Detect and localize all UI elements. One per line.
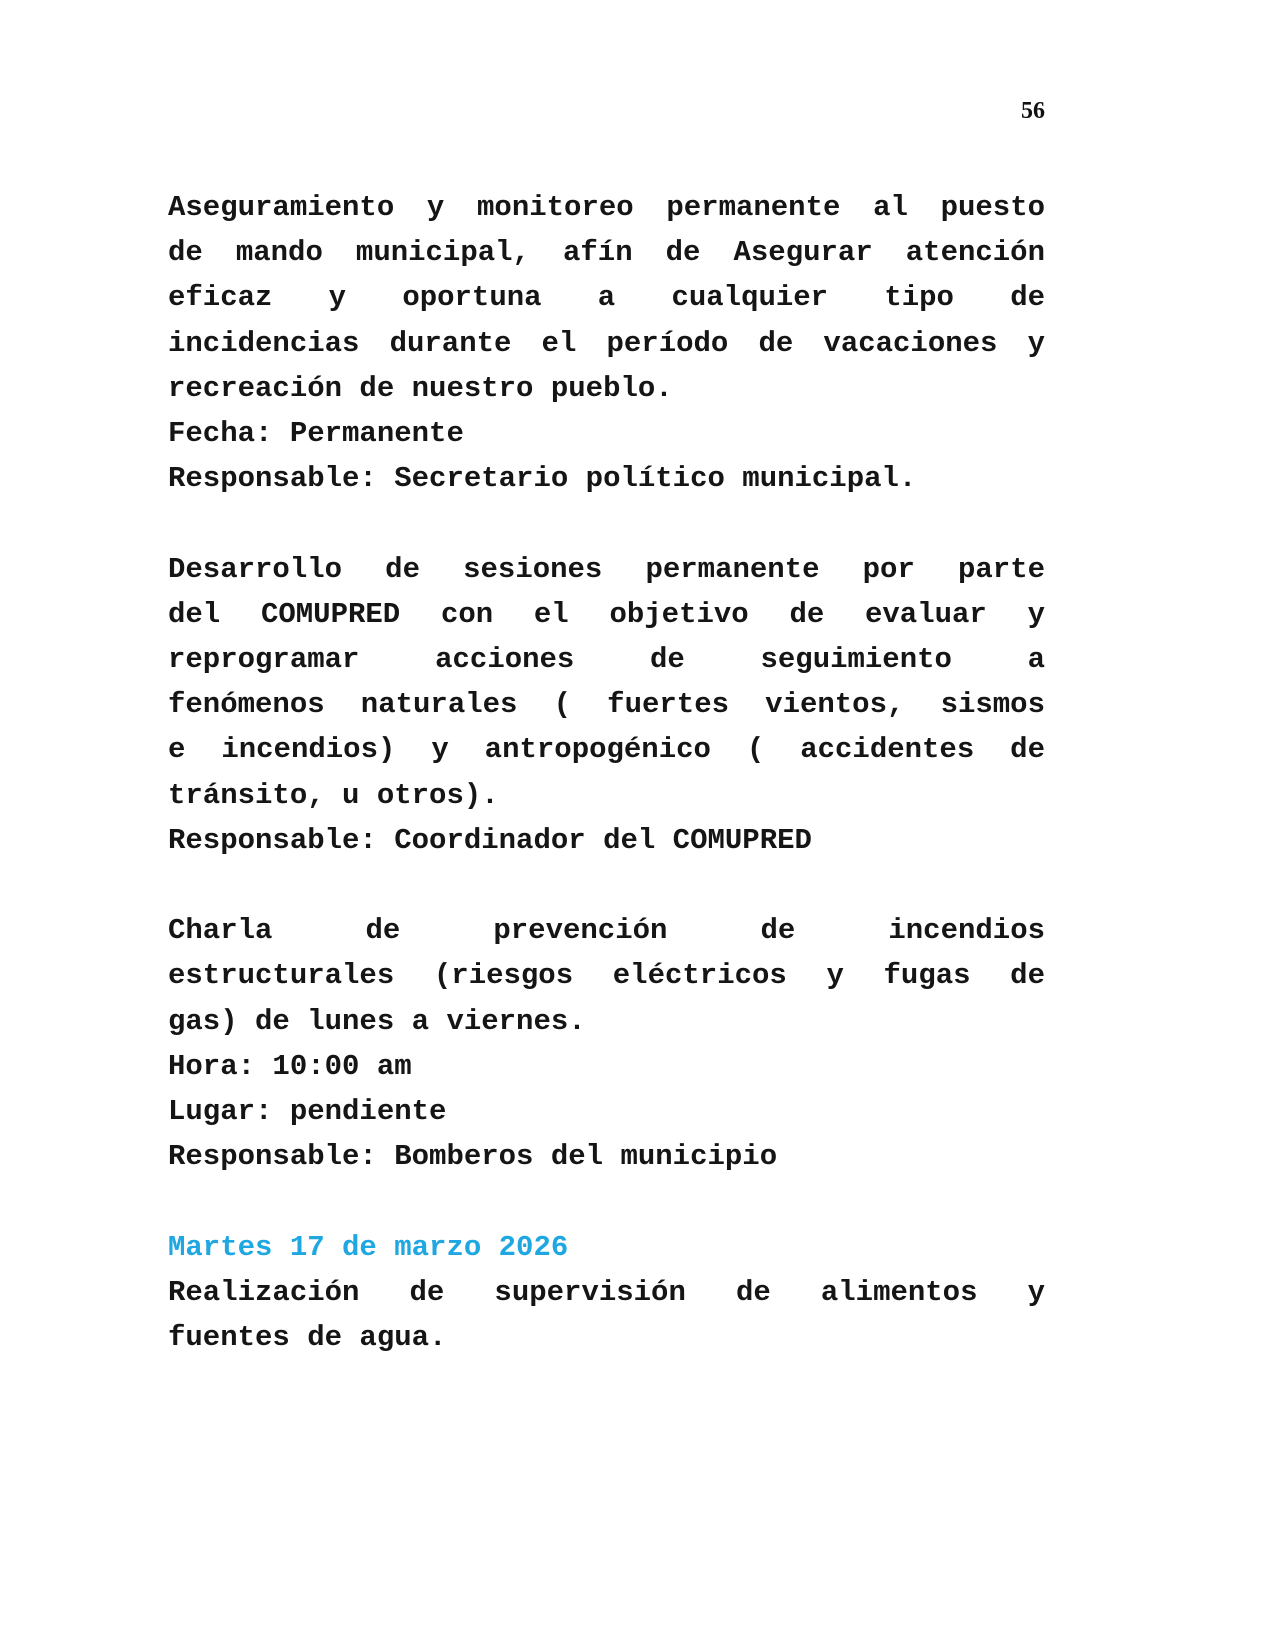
fecha-line: Fecha: Permanente — [168, 417, 464, 451]
text-line: gas) de lunes a viernes. — [168, 1004, 586, 1038]
text-line: Realización de supervisión de alimentos y — [168, 1275, 1045, 1309]
text-line: incidencias durante el período de vacaciones y — [168, 326, 1045, 360]
hora-line: Hora: 10:00 am — [168, 1049, 412, 1083]
spacer — [168, 501, 1045, 546]
text-line: Desarrollo de sesiones permanente por parte — [168, 552, 1045, 586]
text-line: tránsito, u otros). — [168, 778, 499, 812]
text-line: eficaz y oportuna a cualquier tipo de — [168, 281, 1045, 315]
text-line: de mando municipal, afín de Asegurar atención — [168, 236, 1045, 270]
paragraph-supervision-alimentos — [168, 1270, 1045, 1360]
text-line: e incendios) y antropogénico ( accidentes de — [168, 733, 1045, 767]
text-line: fenómenos naturales ( fuertes vientos, sismos — [168, 688, 1045, 722]
document-body — [168, 185, 1045, 1360]
date-heading: Martes 17 de marzo 2026 — [168, 1230, 569, 1264]
paragraph-comupred — [168, 547, 1045, 863]
responsable-line: Responsable: Secretario político municipal. — [168, 462, 917, 496]
spacer — [168, 1179, 1045, 1224]
text-line: del COMUPRED con el objetivo de evaluar y — [168, 597, 1045, 631]
responsable-line: Responsable: Coordinador del COMUPRED — [168, 823, 812, 857]
spacer — [168, 863, 1045, 908]
page-number: 56 — [1021, 98, 1045, 124]
text-line: fuentes de agua. — [168, 1321, 447, 1355]
paragraph-charla-incendios — [168, 908, 1045, 1179]
responsable-line: Responsable: Bomberos del municipio — [168, 1140, 778, 1174]
text-line: Aseguramiento y monitoreo permanente al puesto — [168, 191, 1045, 224]
text-line: reprogramar acciones de seguimiento a — [168, 643, 1045, 677]
text-line: recreación de nuestro pueblo. — [168, 371, 673, 405]
paragraph-puesto-de-mando — [168, 185, 1045, 501]
text-line: estructurales (riesgos eléctricos y fugas de — [168, 959, 1045, 993]
lugar-line: Lugar: pendiente — [168, 1095, 447, 1129]
text-line: Charla de prevención de incendios — [168, 914, 1045, 948]
